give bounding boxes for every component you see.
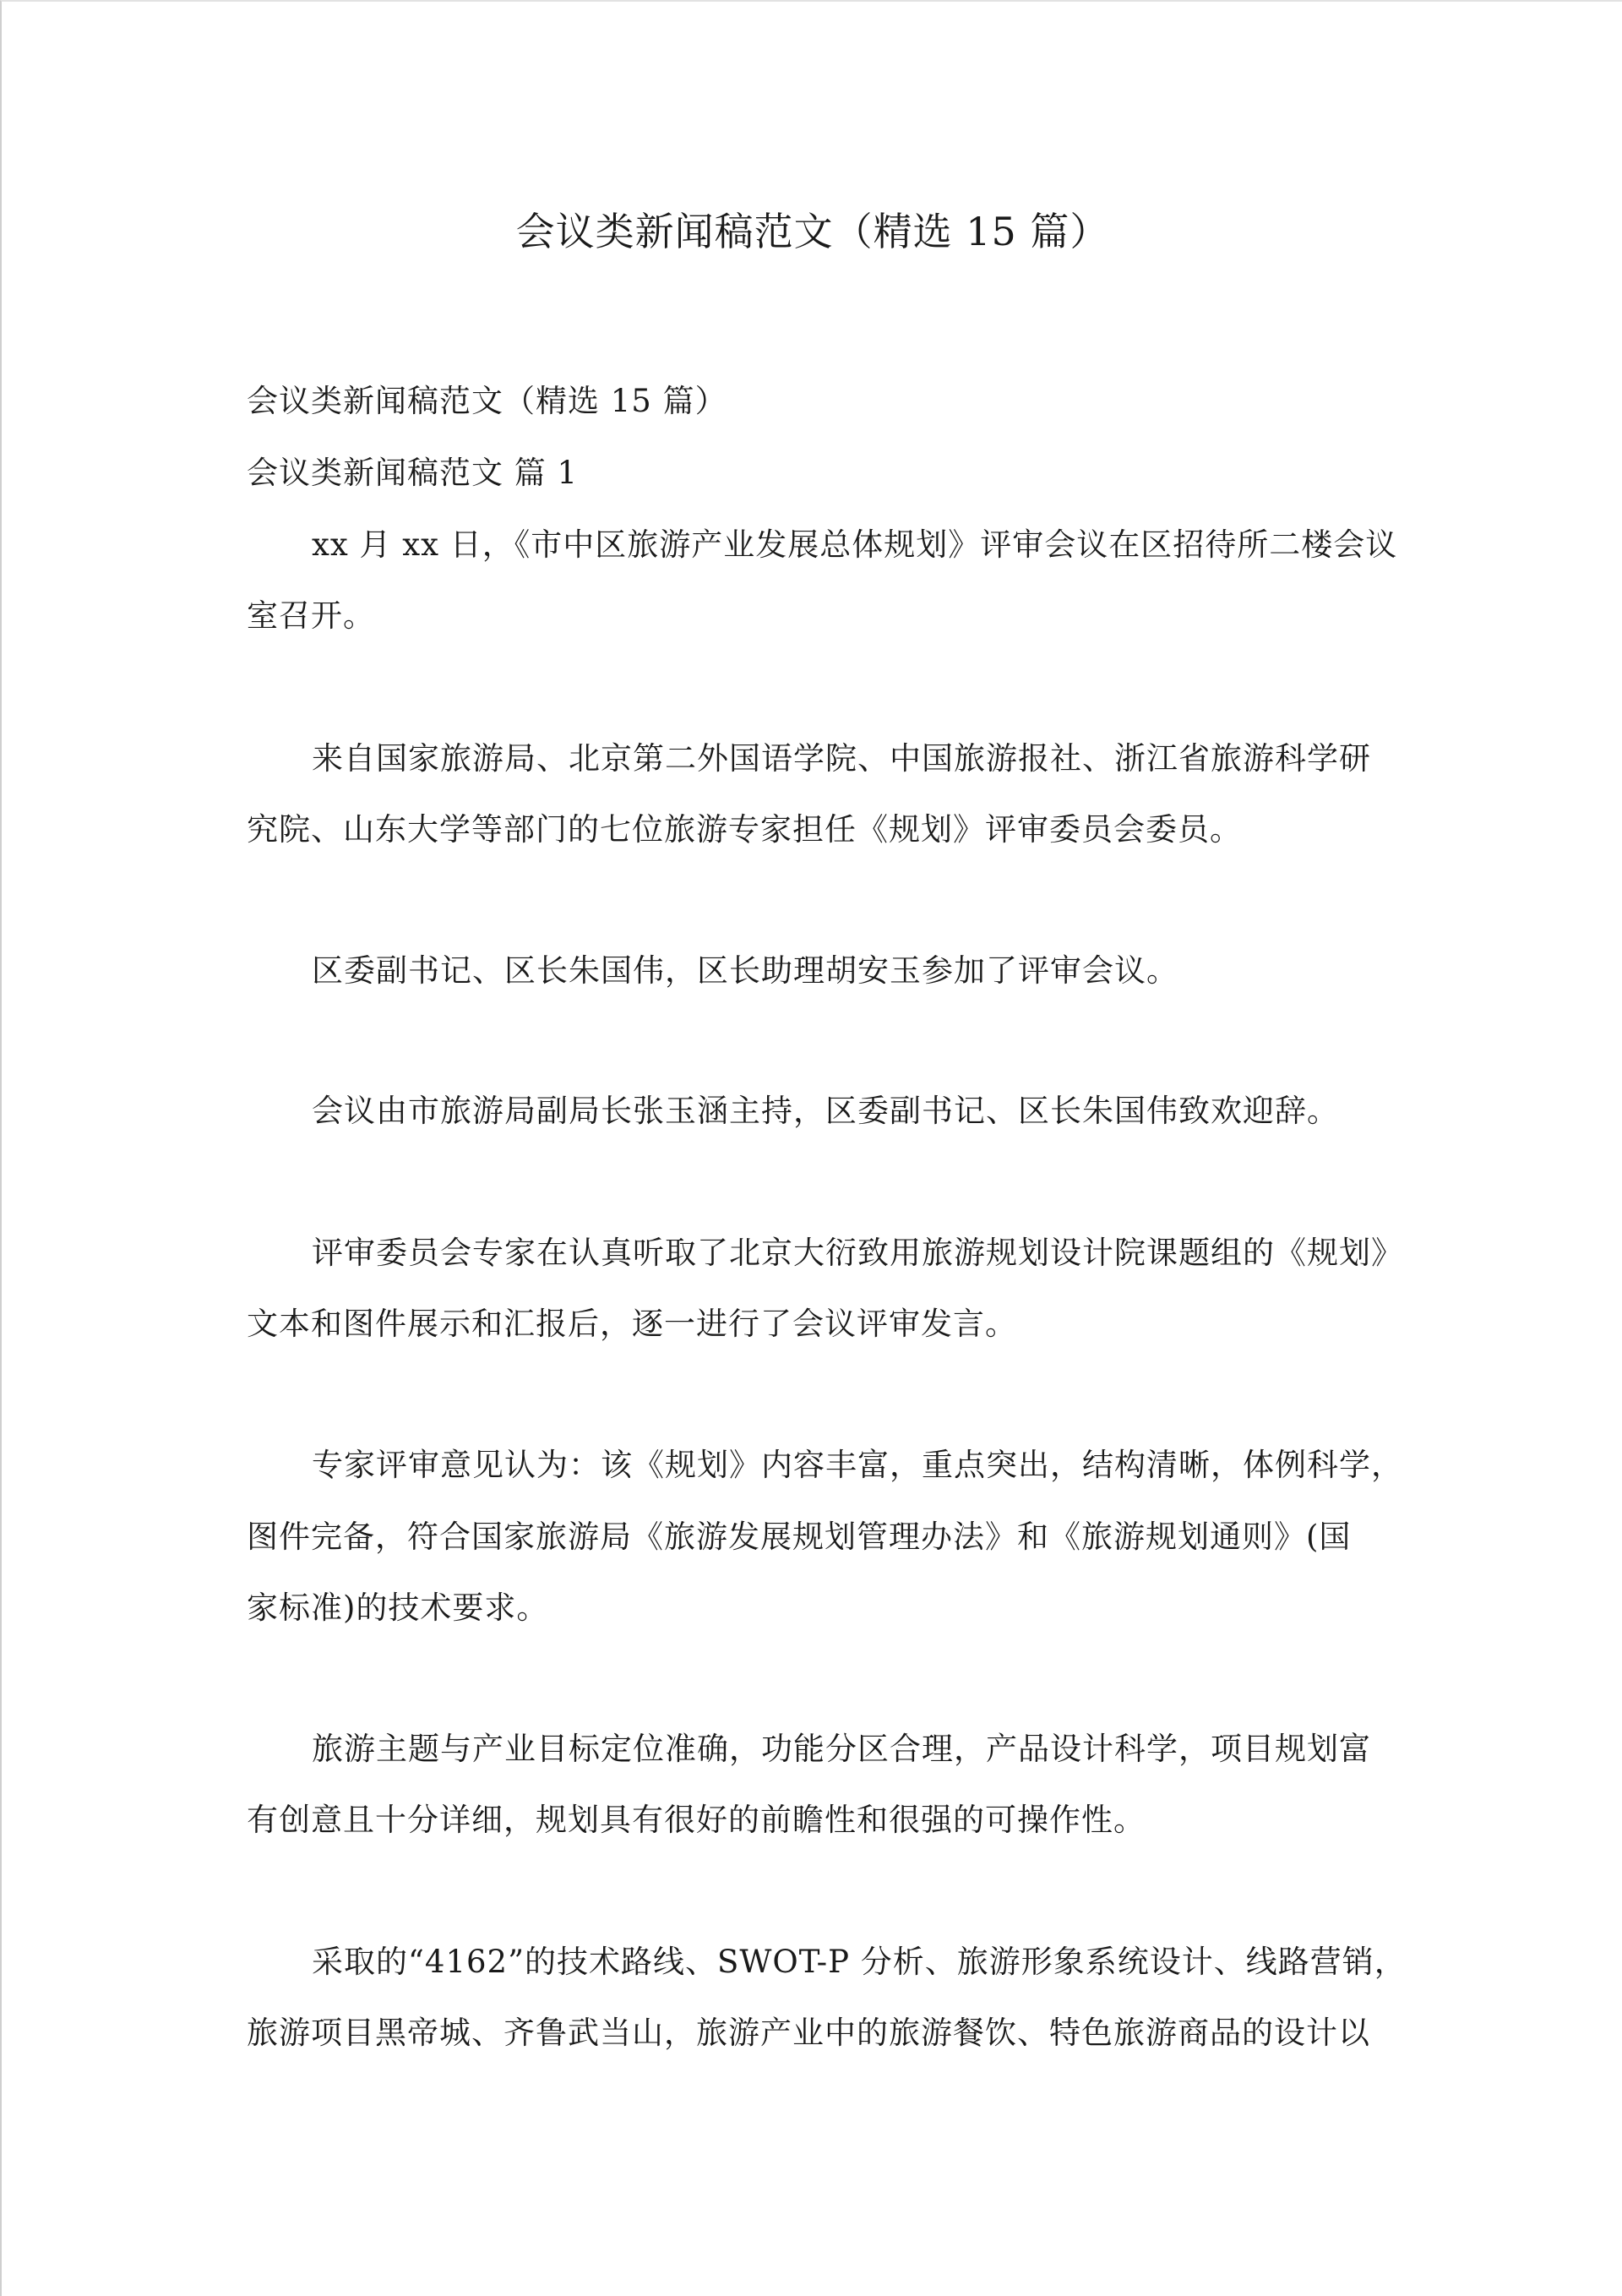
section-heading: 会议类新闻稿范文 篇 1: [247, 455, 579, 491]
paragraph-8-line-1: 采取的“4162”的技术路线、SWOT-P 分析、旅游形象系统设计、线路营销，: [312, 1944, 1407, 1980]
subtitle: 会议类新闻稿范文（精选 15 篇）: [247, 383, 727, 419]
paragraph-6-line-2: 图件完备，符合国家旅游局《旅游发展规划管理办法》和《旅游规划通则》(国: [247, 1519, 1352, 1555]
paragraph-2-line-1: 来自国家旅游局、北京第二外国语学院、中国旅游报社、浙江省旅游科学研: [312, 740, 1371, 777]
paragraph-6-line-1: 专家评审意见认为：该《规划》内容丰富，重点突出，结构清晰，体例科学，: [312, 1447, 1403, 1483]
paragraph-5-line-2: 文本和图件展示和汇报后，逐一进行了会议评审发言。: [247, 1306, 1017, 1342]
paragraph-4-line-1: 会议由市旅游局副局长张玉涵主持，区委副书记、区长朱国伟致欢迎辞。: [312, 1093, 1339, 1129]
document-title: 会议类新闻稿范文（精选 15 篇）: [515, 209, 1110, 254]
paragraph-1-line-1: xx 月 xx 日，《市中区旅游产业发展总体规划》评审会议在区招待所二楼会议: [312, 526, 1398, 563]
paragraph-1-line-2: 室召开。: [247, 597, 375, 634]
paragraph-5-line-1: 评审委员会专家在认真听取了北京大衍致用旅游规划设计院课题组的《规划》: [312, 1235, 1403, 1271]
paragraph-7-line-1: 旅游主题与产业目标定位准确，功能分区合理，产品设计科学，项目规划富: [312, 1731, 1371, 1767]
paragraph-3-line-1: 区委副书记、区长朱国伟，区长助理胡安玉参加了评审会议。: [312, 952, 1178, 989]
paragraph-8-line-2: 旅游项目黑帝城、齐鲁武当山，旅游产业中的旅游餐饮、特色旅游商品的设计以: [247, 2015, 1370, 2051]
paragraph-7-line-2: 有创意且十分详细，规划具有很好的前瞻性和很强的可操作性。: [247, 1802, 1146, 1838]
paragraph-6-line-3: 家标准)的技术要求。: [247, 1590, 549, 1626]
paragraph-2-line-2: 究院、山东大学等部门的七位旅游专家担任《规划》评审委员会委员。: [247, 811, 1242, 848]
